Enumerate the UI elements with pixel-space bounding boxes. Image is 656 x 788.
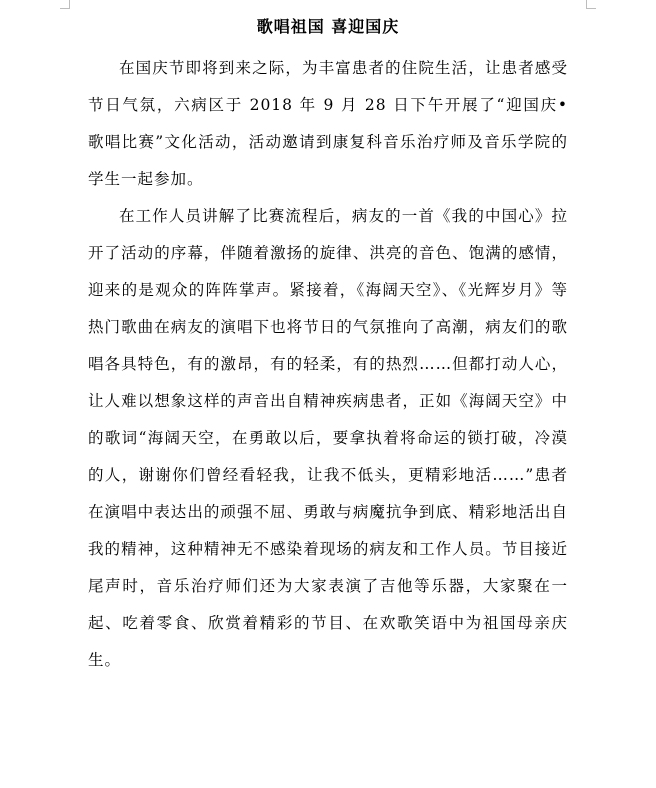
document-body — [88, 14, 568, 679]
paragraph-event-details: 在工作人员讲解了比赛流程后，病友的一首《我的中国心》拉开了活动的序幕，伴随着激扬的旋律、洪亮的音色、饱满的感情，迎来的是观众的阵阵掌声。紧接着，《海阔天空》、《光辉岁月》等热门歌曲在病友的演唱下也将节日的气氛推向了高潮，病友们的歌唱各具特色，有的激昂，有的轻柔，有的热烈……但都打动人心，让人难以想象这样的声音出自精神疾病患者，正如《海阔天空》中的歌词“海阔天空，在勇敢以后，要拿执着将命运的锁打破，冷漠的人，谢谢你们曾经看轻我，让我不低头，更精彩地活……”患者在演唱中表达出的顽强不屈、勇敢与病魔抗争到底、精彩地活出自我的精神，这种精神无不感染着现场的病友和工作人员。节目接近尾声时，音乐治疗师们还为大家表演了吉他等乐器，大家聚在一起、吃着零食、欣赏着精彩的节目、在欢歌笑语中为祖国母亲庆生。 — [88, 207, 568, 669]
crop-mark-top-left-vertical — [69, 0, 70, 8]
paragraph-intro: 在国庆节即将到来之际，为丰富患者的住院生活，让患者感受节日气氛，六病区于 2018 年 9 月 28 日下午开展了“迎国庆• 歌唱比赛”文化活动，活动邀请到康复科音乐治疗师及音乐学院的学生一起参加。 — [88, 59, 568, 188]
crop-mark-top-right-vertical — [586, 0, 587, 8]
crop-mark-top-left-horizontal — [60, 8, 70, 9]
document-title: 歌唱祖国 喜迎国庆 — [256, 17, 400, 36]
crop-mark-top-right-horizontal — [586, 8, 596, 9]
